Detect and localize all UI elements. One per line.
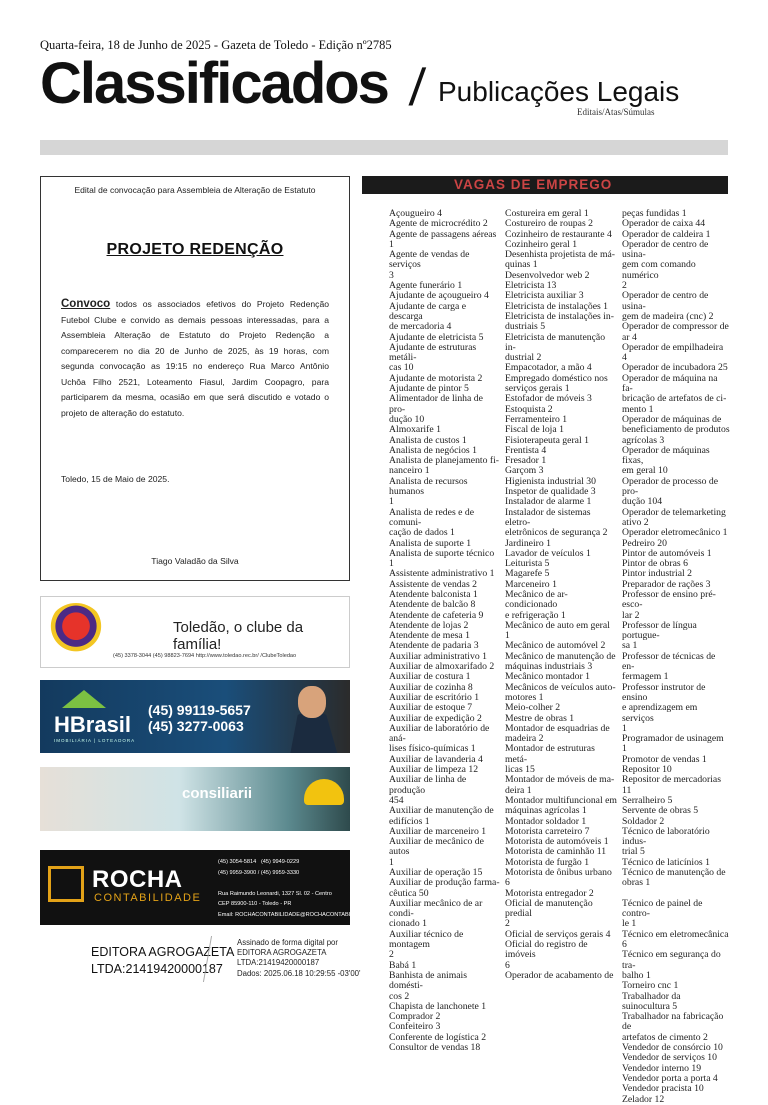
job-listing-line: ar 4 bbox=[622, 331, 637, 343]
brand-title: Classificados bbox=[40, 51, 388, 116]
job-listing-line: Estoquista 2 bbox=[505, 403, 553, 415]
job-listing-line: Motorista de automóveis 1 bbox=[505, 836, 609, 848]
consiliarii-name: consiliarii bbox=[182, 785, 253, 802]
ad-hbrasil[interactable] bbox=[40, 680, 350, 753]
job-listing-line: Promotor de vendas 1 bbox=[622, 753, 707, 765]
job-listing-line: Assistente de vendas 2 bbox=[389, 578, 477, 590]
hbrasil-tag: IMOBILIÁRIA | LOTEADORA bbox=[54, 738, 136, 743]
job-listing-line: Consultor de vendas 18 bbox=[389, 1042, 481, 1054]
job-listing-line: Empacotador, a mão 4 bbox=[505, 362, 592, 374]
job-listing-line: Agente de passagens aéreas 1 bbox=[389, 228, 497, 250]
job-listing-line: Técnico em segurança do tra- bbox=[622, 949, 721, 971]
rocha-email: Email: ROCHACONTABILIDADE@ROCHACONTABIL.COM.BR bbox=[218, 911, 378, 918]
job-listing-line: Professor instrutor de ensino bbox=[622, 681, 706, 703]
job-listing-line: Ajudante de pintor 5 bbox=[389, 383, 469, 395]
job-listing-line: Operador de centro de usina- bbox=[622, 290, 709, 312]
job-listing-line: Ajudante de eletricista 5 bbox=[389, 331, 484, 343]
job-listing-line: Mecânicos de veículos auto- bbox=[505, 681, 616, 693]
rocha-address: Rua Raimundo Leonardi, 1327 Sl. 02 - Centro bbox=[218, 890, 332, 897]
job-listing-line: Auxiliar administrativo 1 bbox=[389, 650, 487, 662]
job-listing-line: Pedreiro 20 bbox=[622, 537, 667, 549]
job-listing-line: artefatos de cimento 2 bbox=[622, 1031, 708, 1043]
notice-lead-word: Convoco bbox=[61, 298, 111, 310]
toledao-slogan: Toledão, o clube da família! bbox=[173, 619, 304, 653]
job-listing-line: Motorista carreteiro 7 bbox=[505, 825, 590, 837]
job-listing-line: Desenhista projetista de má- bbox=[505, 249, 616, 261]
job-listing-line: Analista de suporte 1 bbox=[389, 537, 472, 549]
signature-holder-line-1: EDITORA AGROGAZETA bbox=[91, 945, 235, 959]
job-listing-line: Vendedor porta a porta 4 bbox=[622, 1072, 718, 1084]
job-listing-line: Auxiliar de cozinha 8 bbox=[389, 681, 473, 693]
job-listing-line: Operador de caldeira 1 bbox=[622, 228, 711, 240]
job-listing-line: Operador de telemarketing bbox=[622, 506, 726, 518]
job-listing-line: lar 2 bbox=[622, 609, 640, 621]
job-listing-line: Atendente de balcão 8 bbox=[389, 599, 476, 611]
job-listing-line: Açougueiro 4 bbox=[389, 208, 442, 219]
job-listing-line: Professor de ensino pré-esco- bbox=[622, 588, 716, 611]
job-listing-line: 6 bbox=[505, 877, 510, 889]
rocha-phone-a: (45) 3054-5814 bbox=[218, 859, 257, 865]
job-listing-line: serviços gerais 1 bbox=[505, 383, 570, 395]
toledao-contacts: (45) 3378-3044 (45) 98823-7694 http://www.toledao.rec.br/ /ClubeToledao bbox=[113, 653, 297, 659]
rocha-logo-icon bbox=[48, 866, 84, 902]
rocha-phone-c: (45) 9959-3900 / (45) 9959-3330 bbox=[218, 869, 300, 876]
job-listing-line: Auxiliar de lavanderia 4 bbox=[389, 753, 483, 765]
job-listing-line: Atendente de cafeteria 9 bbox=[389, 609, 484, 621]
job-listing-line: licas 15 bbox=[505, 764, 535, 776]
job-listing-line: Cozinheiro geral 1 bbox=[505, 238, 578, 250]
rocha-phone-b: (45) 9949-0229 bbox=[260, 859, 300, 865]
job-listing-line: Operador de acabamento de bbox=[505, 969, 614, 981]
notice-text: todos os associados efetivos do Projeto Redenção Futebol Clube e convido as demais pessoas interessadas, para a Assembleia Alteração de Estatuto do Projeto Redenção a comparecerem no dia 20 de Junho de 2025, às 19 horas, com segunda convocação as 19:15 no endereço Rua Marco Antônio Uchôa Filho 2521, Loteamento Fiasul, Jardim Coopagro, para participarem da mesma, ocasião em que será discutido e votado o projeto de alteração do estatuto. bbox=[61, 299, 329, 418]
job-listing-line: 2 bbox=[622, 280, 627, 292]
job-listing-line: balho 1 bbox=[622, 969, 651, 981]
job-listing-line: eletrônicos de segurança 2 bbox=[505, 527, 608, 539]
job-listing-line: 2 bbox=[389, 949, 394, 961]
job-listing-line: Eletricista de manutenção in- bbox=[505, 331, 606, 353]
job-listing-line: Auxiliar de estoque 7 bbox=[389, 702, 473, 714]
job-listing-line: Auxiliar de linha de produção bbox=[389, 774, 467, 796]
job-listing-line: Eletricista de instalações in- bbox=[505, 310, 614, 322]
job-listing-line: sa 1 bbox=[622, 640, 638, 652]
job-listing-line: Montador multifuncional em bbox=[505, 794, 617, 806]
job-listing-line: Pintor de obras 6 bbox=[622, 558, 688, 570]
job-listing-line: motores 1 bbox=[505, 691, 544, 703]
rocha-cep: CEP 85900-110 - Toledo - PR bbox=[218, 901, 292, 907]
job-listing-line: Pintor industrial 2 bbox=[622, 568, 692, 580]
job-listing-line: Operador de processo de pro- bbox=[622, 475, 719, 498]
job-listing-line: cionado 1 bbox=[389, 918, 427, 930]
dateline: Quarta-feira, 18 de Junho de 2025 - Gazeta de Toledo - Edição nº2785 bbox=[40, 38, 392, 52]
job-listing-line: Zelador 12 bbox=[622, 1093, 665, 1105]
job-listing-line: em geral 10 bbox=[622, 465, 668, 477]
jobs-header bbox=[362, 176, 728, 194]
job-listing-line: Técnico de laticínios 1 bbox=[622, 856, 710, 868]
job-listing-line: Lavador de veículos 1 bbox=[505, 547, 591, 559]
signature-digital-line: LTDA:21419420000187 bbox=[237, 958, 320, 968]
signature-digital-line: Dados: 2025.06.18 10:29:55 -03'00' bbox=[237, 968, 361, 978]
rocha-sub: CONTABILIDADE bbox=[94, 892, 202, 904]
job-listing-line: Soldador 2 bbox=[622, 815, 665, 827]
job-listing-line: Mecânico de manutenção de bbox=[505, 650, 616, 662]
job-listing-line: deira 1 bbox=[505, 784, 532, 796]
jobs-column-1 bbox=[389, 209, 501, 1053]
signature-digital-line: Assinado de forma digital por bbox=[237, 938, 338, 947]
job-listing-line: Auxiliar de costura 1 bbox=[389, 671, 471, 683]
job-listing-line: madeira 2 bbox=[505, 733, 544, 745]
ad-toledao[interactable] bbox=[40, 596, 350, 668]
job-listing-line: Professor de língua portugue- bbox=[622, 619, 697, 642]
hbrasil-phone-2: (45) 3277-0063 bbox=[148, 718, 244, 734]
job-listing-line: Ferramenteiro 1 bbox=[505, 413, 568, 425]
job-listing-line: Assistente administrativo 1 bbox=[389, 568, 495, 580]
notice-title: PROJETO REDENÇÃO bbox=[106, 241, 284, 258]
rocha-contacts bbox=[218, 857, 378, 920]
job-listing-line: Auxiliar de laboratório de aná- bbox=[389, 722, 490, 745]
job-listing-line: Técnico em eletromecânica bbox=[622, 928, 729, 940]
job-listing-line: Técnico de laboratório indus- bbox=[622, 825, 710, 848]
job-listing-line: lises físico-químicas 1 bbox=[389, 743, 476, 755]
job-listing-line: Operador de máquinas fixas, bbox=[622, 444, 710, 467]
job-listing-line: Repositor de mercadorias 11 bbox=[622, 774, 721, 796]
job-listing-line: Mecânico de automóvel 2 bbox=[505, 640, 606, 652]
notice-heading: Edital de convocação para Assembleia de Alteração de Estatuto bbox=[74, 185, 316, 195]
job-listing-line: Alimentador de linha de pro- bbox=[389, 393, 483, 415]
job-listing-line: obras 1 bbox=[622, 877, 651, 889]
job-listing-line: Comprador 2 bbox=[389, 1011, 441, 1023]
job-listing-line: Atendente de padaria 3 bbox=[389, 640, 479, 652]
job-listing-line: dução 104 bbox=[622, 496, 663, 508]
job-listing-line: Operador de incubadora 25 bbox=[622, 362, 728, 374]
job-listing-line: Mecânico montador 1 bbox=[505, 671, 591, 683]
job-listing-line: Operador de máquinas de bbox=[622, 413, 722, 425]
job-listing-line: Banhista de animais domésti- bbox=[389, 969, 468, 992]
ad-consiliarii[interactable] bbox=[40, 767, 350, 831]
job-listing-line: Marceneiro 1 bbox=[505, 578, 557, 590]
hbrasil-phone-1: (45) 99119-5657 bbox=[148, 702, 251, 718]
job-listing-line: cêutica 50 bbox=[389, 887, 429, 899]
job-listing-line: agrícolas 3 bbox=[622, 434, 665, 446]
job-listing-line: dustrial 2 bbox=[505, 352, 542, 364]
brand-secondary: Publicações Legais bbox=[438, 76, 680, 107]
job-listing-line: Professor de técnicas de en- bbox=[622, 650, 716, 673]
job-listing-line: Higienista industrial 30 bbox=[505, 475, 596, 487]
job-listing-line: Cozinheiro de restaurante 4 bbox=[505, 228, 612, 240]
job-listing-line: Ajudante de estruturas metáli- bbox=[389, 341, 477, 364]
jobs-column-3 bbox=[622, 209, 730, 1105]
job-listing-line: Auxiliar de produção farma- bbox=[389, 877, 500, 889]
job-listing-line: 6 bbox=[505, 959, 510, 971]
job-listing-line: Pintor de automóveis 1 bbox=[622, 547, 712, 559]
job-listing-line: dustriais 5 bbox=[505, 321, 546, 333]
helmet-icon bbox=[304, 779, 344, 805]
job-listing-line: Serralheiro 5 bbox=[622, 794, 673, 806]
job-listing-line: Técnico de painel de contro- bbox=[622, 897, 703, 920]
job-listing-line: Montador de estruturas metá- bbox=[505, 743, 595, 765]
job-listing-line: Analista de planejamento fi- bbox=[389, 455, 500, 467]
signature-holder-line-2: LTDA:21419420000187 bbox=[91, 962, 223, 976]
job-listing-line: cas 10 bbox=[389, 362, 414, 374]
job-listing-line: Costureiro de roupas 2 bbox=[505, 218, 593, 230]
job-listing-line: Ajudante de carga e descarga bbox=[389, 300, 467, 322]
job-listing-line: Estofador de móveis 3 bbox=[505, 393, 592, 405]
job-listing-line: Fisioterapeuta geral 1 bbox=[505, 434, 589, 446]
job-listing-line: Chapista de lanchonete 1 bbox=[389, 1000, 487, 1012]
job-listing-line: Frentista 4 bbox=[505, 444, 547, 456]
job-listing-line: 3 bbox=[389, 269, 394, 281]
job-listing-line: Mecânico de auto em geral 1 bbox=[505, 619, 610, 642]
job-listing-line: cos 2 bbox=[389, 990, 410, 1002]
job-listing-line: Instalador de alarme 1 bbox=[505, 496, 592, 508]
job-listing-line: Trabalhador na fabricação de bbox=[622, 1011, 724, 1033]
job-listing-line: fermagem 1 bbox=[622, 671, 669, 683]
job-listing-line: Agente funerário 1 bbox=[389, 280, 463, 292]
job-listing-line: Motorista de furgão 1 bbox=[505, 856, 590, 868]
job-listing-line: Auxiliar de mecânico de autos bbox=[389, 836, 484, 858]
job-listing-line: Operador de compressor de bbox=[622, 321, 729, 333]
job-listing-line: 1 bbox=[622, 722, 627, 734]
job-listing-line: Servente de obras 5 bbox=[622, 805, 699, 817]
job-listing-line: Operador de caixa 44 bbox=[622, 218, 706, 230]
signature-digital-line: EDITORA AGROGAZETA bbox=[237, 948, 327, 958]
job-listing-line: Torneiro cnc 1 bbox=[622, 980, 679, 992]
job-listing-line: cação de dados 1 bbox=[389, 527, 455, 539]
job-listing-line: Auxiliar de expedição 2 bbox=[389, 712, 482, 724]
job-listing-line: Empregado doméstico nos bbox=[505, 372, 608, 384]
job-listing-line: máquinas industriais 3 bbox=[505, 661, 593, 673]
job-listing-line: Costureira em geral 1 bbox=[505, 208, 589, 219]
job-listing-line: Motorista de ônibus urbano bbox=[505, 867, 612, 878]
job-listing-line: trial 5 bbox=[622, 846, 645, 858]
job-listing-line: peças fundidas 1 bbox=[622, 208, 687, 219]
job-listing-line: Analista de redes e de comuni- bbox=[389, 506, 474, 528]
job-listing-line: Preparador de rações 3 bbox=[622, 578, 711, 590]
ad-rocha[interactable] bbox=[40, 850, 378, 925]
job-listing-line: edifícios 1 bbox=[389, 815, 430, 827]
jobs-title: VAGAS DE EMPREGO bbox=[454, 177, 613, 192]
job-listing-line: dução 10 bbox=[389, 413, 425, 425]
notice-box bbox=[40, 176, 350, 581]
job-listing-line: Fresador 1 bbox=[505, 455, 547, 467]
job-listing-line: 1 bbox=[389, 496, 394, 508]
job-listing-line: Analista de suporte técnico 1 bbox=[389, 547, 495, 570]
job-listing-line: Eletricista auxiliar 3 bbox=[505, 290, 584, 302]
header-divider bbox=[40, 140, 728, 155]
job-listing-line: ativo 2 bbox=[622, 516, 649, 528]
job-listing-line: Mestre de obras 1 bbox=[505, 712, 575, 724]
hbrasil-person-head bbox=[298, 686, 326, 718]
brand-subtitle: Editais/Atas/Súmulas bbox=[577, 107, 655, 117]
job-listing-line: Auxiliar de operação 15 bbox=[389, 867, 483, 878]
job-listing-line: Conferente de logística 2 bbox=[389, 1031, 487, 1043]
job-listing-line: Desenvolvedor web 2 bbox=[505, 269, 590, 281]
job-listing-line: Eletricista de instalações 1 bbox=[505, 300, 609, 312]
job-listing-line: 2 bbox=[505, 918, 510, 930]
job-listing-line: gem com comando numérico bbox=[622, 259, 696, 281]
job-listing-line: Vendedor interno 19 bbox=[622, 1062, 702, 1074]
job-listing-line: Agente de microcrédito 2 bbox=[389, 218, 488, 230]
toledao-logo bbox=[47, 603, 105, 661]
job-listing-line: Técnico de manutenção de bbox=[622, 867, 726, 878]
job-listing-line: beneficiamento de produtos bbox=[622, 424, 730, 436]
rocha-name: ROCHA bbox=[92, 866, 183, 893]
job-listing-line: Oficial do registro de imóveis bbox=[505, 939, 588, 961]
job-listing-line: Ajudante de motorista 2 bbox=[389, 372, 483, 384]
job-listing-line: Auxiliar de limpeza 12 bbox=[389, 764, 479, 776]
job-listing-line: Inspetor de qualidade 3 bbox=[505, 486, 596, 498]
notice-body bbox=[61, 297, 329, 421]
job-listing-line: máquinas agrícolas 1 bbox=[505, 805, 587, 817]
job-listing-line: Atendente de mesa 1 bbox=[389, 630, 470, 642]
job-listing-line: Fiscal de loja 1 bbox=[505, 424, 564, 436]
job-listing-line: e aprendizagem em serviços bbox=[622, 702, 698, 724]
job-listing-line: Auxiliar de almoxarifado 2 bbox=[389, 661, 495, 673]
job-listing-line: Auxiliar mecânico de ar condi- bbox=[389, 897, 483, 920]
job-listing-line: Repositor 10 bbox=[622, 764, 672, 776]
notice-signatory: Tiago Valadão da Silva bbox=[151, 556, 239, 566]
job-listing-line: Auxiliar de marceneiro 1 bbox=[389, 825, 487, 837]
job-listing-line: Eletricista 13 bbox=[505, 280, 557, 292]
job-listing-line: 1 bbox=[389, 856, 394, 868]
job-listing-line: le 1 bbox=[622, 918, 637, 930]
signature-digital bbox=[237, 938, 361, 979]
job-listing-line: e refrigeração 1 bbox=[505, 609, 566, 621]
job-listing-line: Vendedor de serviços 10 bbox=[622, 1052, 717, 1064]
job-listing-line: Montador soldador 1 bbox=[505, 815, 587, 827]
job-listing-line: Vendedor pracista 10 bbox=[622, 1083, 704, 1095]
job-listing-line: Ajudante de açougueiro 4 bbox=[389, 290, 489, 302]
job-listing-line: Almoxarife 1 bbox=[389, 424, 441, 436]
job-listing-line: Operador de centro de usina- bbox=[622, 238, 709, 261]
notice-date: Toledo, 15 de Maio de 2025. bbox=[61, 474, 170, 484]
job-listing-line: Auxiliar de escritório 1 bbox=[389, 691, 480, 703]
hbrasil-roof-icon bbox=[62, 690, 106, 708]
job-listing-line: Analista de negócios 1 bbox=[389, 444, 477, 456]
job-listing-line: Garçom 3 bbox=[505, 465, 544, 477]
job-listing-line: Auxiliar de manutenção de bbox=[389, 805, 494, 817]
job-listing-line: Atendente de lojas 2 bbox=[389, 619, 469, 631]
job-listing-line: gem de madeira (cnc) 2 bbox=[622, 310, 714, 322]
job-listing-line: Operador de máquina na fa- bbox=[622, 372, 718, 395]
job-listing-line: 6 bbox=[622, 939, 627, 951]
job-listing-line: Montador de esquadrias de bbox=[505, 722, 610, 734]
job-listing-line: Motorista entregador 2 bbox=[505, 887, 594, 899]
job-listing-line: Trabalhador da suinocultura 5 bbox=[622, 990, 681, 1012]
job-listing-line: de mercadoria 4 bbox=[389, 321, 452, 333]
job-listing-line: Instalador de sistemas eletro- bbox=[505, 506, 591, 528]
job-listing-line: Confeiteiro 3 bbox=[389, 1021, 441, 1033]
job-listing-line: quinas 1 bbox=[505, 259, 538, 271]
hbrasil-name: HBrasil bbox=[54, 712, 132, 737]
job-listing-line: Analista de custos 1 bbox=[389, 434, 467, 446]
job-listing-line: Motorista de caminhão 11 bbox=[505, 846, 607, 858]
job-listing-line: 454 bbox=[389, 794, 404, 806]
job-listing-line: bricação de artefatos de ci- bbox=[622, 393, 727, 405]
job-listing-line: Auxiliar técnico de montagem bbox=[389, 928, 464, 951]
job-listing-line: mento 1 bbox=[622, 403, 654, 415]
job-listing-line: Operador eletromecânico 1 bbox=[622, 527, 728, 539]
job-listing-line: Oficial de manutenção predial bbox=[505, 897, 593, 920]
job-listing-line: Jardineiro 1 bbox=[505, 537, 552, 549]
job-listing-line: Babá 1 bbox=[389, 959, 417, 971]
job-listing-line: Operador de empilhadeira 4 bbox=[622, 341, 724, 364]
job-listing-line: Vendedor de consórcio 10 bbox=[622, 1042, 723, 1054]
job-listing-line: Montador de móveis de ma- bbox=[505, 774, 615, 786]
job-listing-line: Meio-colher 2 bbox=[505, 702, 561, 714]
job-listing-line: Leiturista 5 bbox=[505, 558, 550, 570]
job-listing-line: Mecânico de ar-condicionado bbox=[505, 588, 568, 611]
job-listing-line: Magarefe 5 bbox=[505, 568, 550, 580]
job-listing-line: Programador de usinagem 1 bbox=[622, 733, 724, 755]
jobs-column-2 bbox=[505, 209, 617, 981]
job-listing-line: Agente de vendas de serviços bbox=[389, 249, 470, 271]
job-listing-line: Oficial de serviços gerais 4 bbox=[505, 928, 611, 940]
brand-slash: / bbox=[407, 59, 427, 117]
job-listing-line: nanceiro 1 bbox=[389, 465, 430, 477]
job-listing-line: Atendente balconista 1 bbox=[389, 588, 478, 600]
job-listing-line: Analista de recursos humanos bbox=[389, 475, 468, 498]
